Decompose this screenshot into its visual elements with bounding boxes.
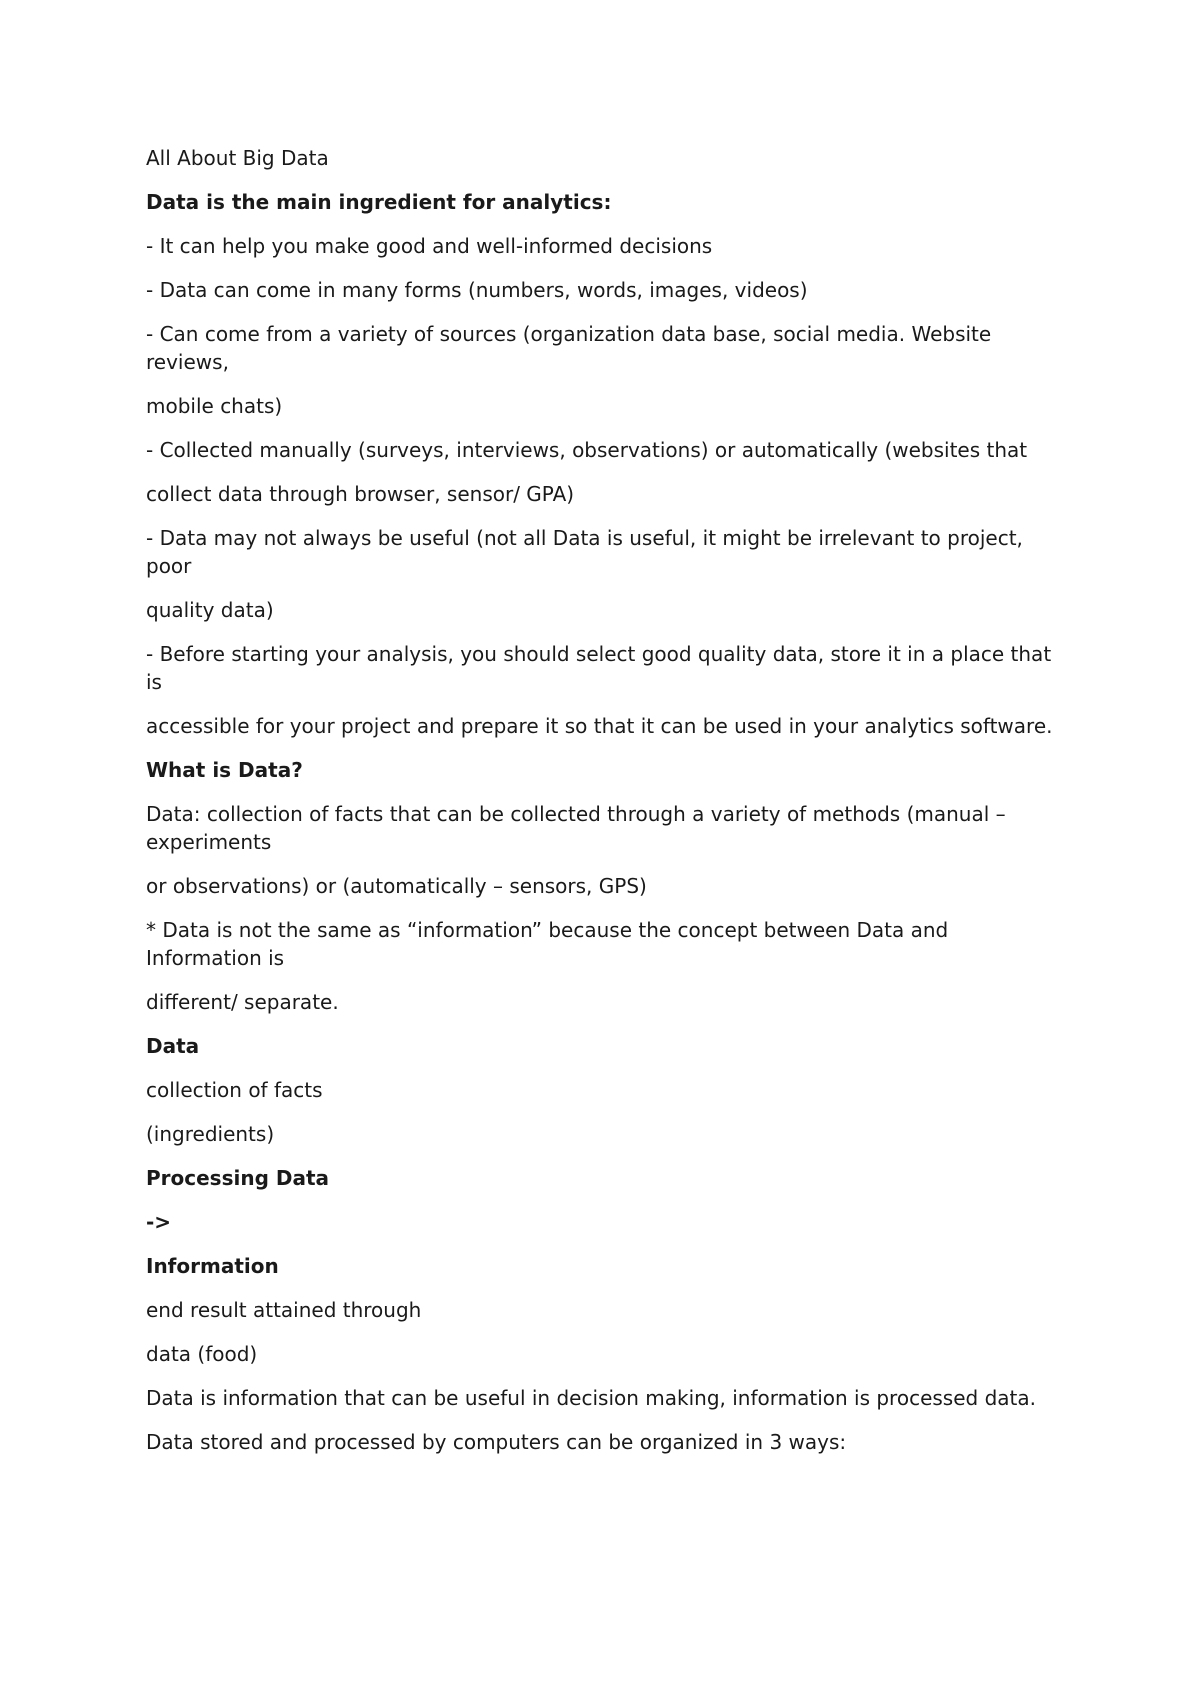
paragraph: collect data through browser, sensor/ GPA) xyxy=(146,482,575,506)
paragraph: mobile chats) xyxy=(146,394,283,418)
bullet-paragraph: - Data can come in many forms (numbers, words, images, videos) xyxy=(146,278,808,302)
bullet-paragraph: - It can help you make good and well-informed decisions xyxy=(146,234,713,258)
section-heading: Processing Data xyxy=(146,1166,330,1190)
paragraph: Data stored and processed by computers can be organized in 3 ways: xyxy=(146,1430,847,1454)
bullet-paragraph: - Data may not always be useful (not all Data is useful, it might be irrelevant to project, poor xyxy=(146,526,1023,578)
paragraph: accessible for your project and prepare it so that it can be used in your analytics software. xyxy=(146,714,1053,738)
section-heading: What is Data? xyxy=(146,758,303,782)
paragraph: * Data is not the same as “information” because the concept between Data and Information is xyxy=(146,918,949,970)
paragraph: or observations) or (automatically – sensors, GPS) xyxy=(146,874,647,898)
paragraph: (ingredients) xyxy=(146,1122,275,1146)
section-heading: Data xyxy=(146,1034,200,1058)
paragraph: data (food) xyxy=(146,1342,258,1366)
arrow-text: -> xyxy=(146,1210,172,1234)
paragraph: quality data) xyxy=(146,598,274,622)
bullet-paragraph: - Before starting your analysis, you should select good quality data, store it in a place that is xyxy=(146,642,1052,694)
paragraph: Data: collection of facts that can be collected through a variety of methods (manual – experiments xyxy=(146,802,1006,854)
section-heading: Data is the main ingredient for analytics: xyxy=(146,190,612,214)
paragraph: collection of facts xyxy=(146,1078,323,1102)
paragraph: Data is information that can be useful in decision making, information is processed data. xyxy=(146,1386,1036,1410)
section-heading: Information xyxy=(146,1254,279,1278)
paragraph: end result attained through xyxy=(146,1298,422,1322)
paragraph: different/ separate. xyxy=(146,990,339,1014)
document-body xyxy=(146,144,1066,1472)
document-title: All About Big Data xyxy=(146,146,329,170)
bullet-paragraph: - Collected manually (surveys, interviews, observations) or automatically (websites that xyxy=(146,438,1028,462)
bullet-paragraph: - Can come from a variety of sources (organization data base, social media. Website reviews, xyxy=(146,322,992,374)
